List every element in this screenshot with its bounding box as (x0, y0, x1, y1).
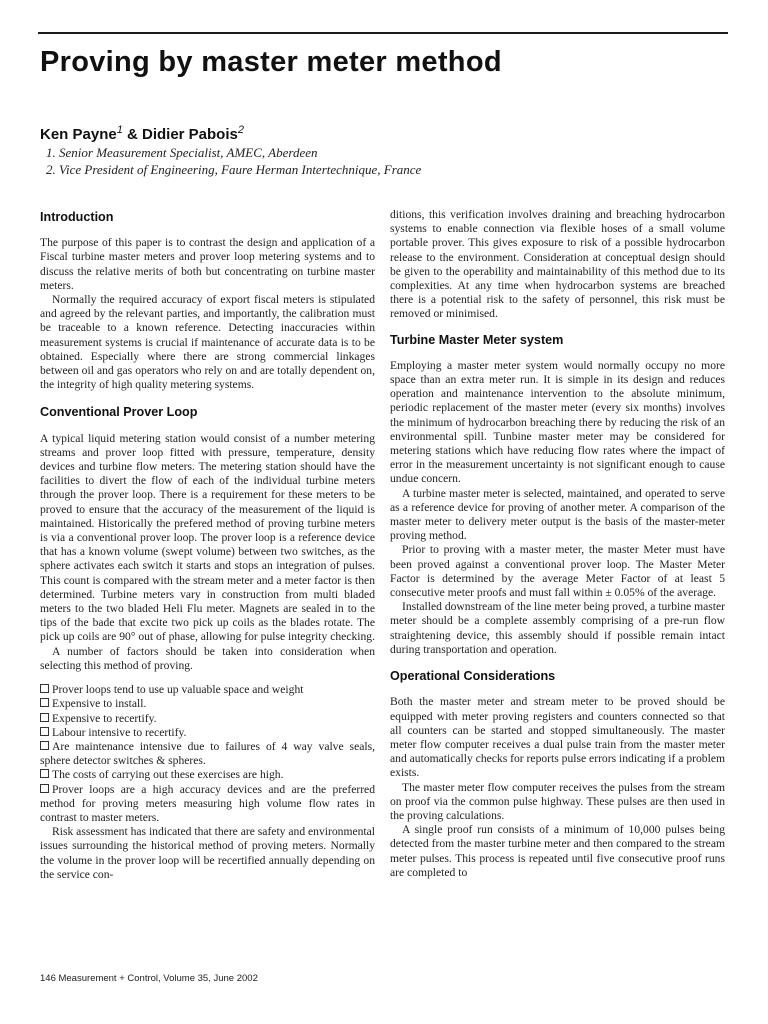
bullet-list (40, 683, 375, 825)
list-item: Are maintenance intensive due to failures of 4 way valve seals, sphere detector switches & spheres. (40, 739, 375, 768)
paragraph: Prior to proving with a master meter, the master Meter must have been proved against a conventional prover loop. The Master Meter Factor is determined by the average Meter Factor of at least 5 consecutive meter proofs and must fall within ± 0.05% of the average. (390, 543, 725, 600)
author-superscript: 1 (116, 124, 123, 136)
page-title: Proving by master meter method (40, 46, 502, 78)
top-rule (38, 32, 728, 34)
list-item: Expensive to install. (40, 697, 375, 711)
list-item: The costs of carrying out these exercises are high. (40, 768, 375, 782)
section-heading: Operational Considerations (390, 669, 556, 684)
section-heading: Introduction (40, 210, 114, 224)
right-column (390, 208, 725, 880)
list-item: Labour intensive to recertify. (40, 726, 375, 740)
checkbox-icon (40, 769, 49, 778)
author-name: Didier Pabois (142, 126, 238, 143)
paragraph: A typical liquid metering station would consist of a number metering streams and prover loop fitted with pressure, temperature, density devices and turbine flow meters. The metering station should have the facilities to divert the flow of each of the individual turbine meters through the prover loop. There is a requirement for these meters to be proved to ensure that the accuracy of the measurement of the liquid is maintained. Historically the prefered method of proving turbine meters is via a conventional prover loop. The prover loop is a reference device that has a known volume (swept volume) between two switches, as the sphere activates each switch it starts and stops an integration of pulses. This count is compared with the stream meter and a meter factor is then determined. Turbine meters vary in construction from multi bladed meters to the two bladed Heli Flu meter. Magnets are sealed in to the tips of the bade that excite two pick up coils as the blades rotate. The pick up coils are 90° out of phase, allowing for pulse integrity checking. (40, 431, 375, 644)
checkbox-icon (40, 727, 49, 736)
author-conjunction: & (122, 126, 142, 143)
paragraph: A turbine master meter is selected, maintained, and operated to serve as a reference device for proving of another meter. A comparison of the master meter to delivery meter output is the basis of the master-meter proving method. (390, 486, 725, 543)
checkbox-icon (40, 713, 49, 722)
paragraph: A number of factors should be taken into consideration when selecting this method of proving. (40, 644, 375, 672)
checkbox-icon (40, 684, 49, 693)
paragraph: Both the master meter and stream meter to be proved should be equipped with meter proving registers and counters connected so that all counters can be started and stopped simultaneously. The master meter flow computer receives a dual pulse train from the master meter and automatically checks for reports pulse errors indicating if a problem exists. (390, 695, 725, 780)
paragraph: Employing a master meter system would normally occupy no more space than an extra meter run. It is simple in its design and reduces operation and maintenance intervention to the absolute minimum, periodic replacement of the master meter (every six months) involves the minimum of hydrocarbon breaching there by reducing the risk of an environmental spill. Tunbine master meter may be considered for metering stations which have reducing flow rates where the impact of error in the measurement uncertainty is not significant enough to cause undue concern. (390, 358, 725, 486)
affiliation: 1. Senior Measurement Specialist, AMEC, Aberdeen (46, 145, 318, 160)
paragraph: ditions, this verification involves draining and breaching hydrocarbon systems to enable connection via flexible hoses of a small volume portable prover. This gives exposure to risk of a possible hydrocarbon release to the environment. Consideration at conceptual design should be given to the operability and maintainability of this method due to its complexities. At any time when hydrocarbon systems are breached there is a potential risk to the safety of personnel, this risk must be removed or minimised. (390, 208, 725, 321)
paragraph: The purpose of this paper is to contrast the design and application of a Fiscal turbine master meters and prover loop metering systems and to discuss the relative merits of both but concentrating on turbine master meters. (40, 236, 375, 292)
author-line (40, 124, 244, 143)
list-item: Prover loops are a high accuracy devices and are the preferred method for proving meters measuring high volume flow rates in contrast to master meters. (40, 782, 375, 824)
author-name: Ken Payne (40, 126, 117, 143)
paragraph: Normally the required accuracy of export fiscal meters is stipulated and agreed by the relevant parties, and importantly, the calibration must be traceable to a known reference. Detecting inaccuracies within measurement systems is crucial if maintenance of accurate data is to be obtained. Especially where there are strong commercial linkages between oil and gas operators who rely on and are totally dependent on, the integrity of high quality metering systems. (40, 293, 375, 392)
page-footer: 146 Measurement + Control, Volume 35, June 2002 (40, 973, 258, 984)
section-heading: Conventional Prover Loop (40, 405, 198, 420)
left-column (40, 210, 375, 882)
paragraph: The master meter flow computer receives the pulses from the stream on proof via the common pulse highway. These pulses are then used in the proving calculations. (390, 780, 725, 822)
paragraph: A single proof run consists of a minimum of 10,000 pulses being detected from the master turbine meter and then compared to the stream meter pulses. This process is repeated until five consecutive proof runs are completed to (390, 823, 725, 879)
affiliation: 2. Vice President of Engineering, Faure Herman Intertechnique, France (46, 162, 422, 177)
section-heading: Turbine Master Meter system (390, 332, 564, 347)
checkbox-icon (40, 741, 49, 750)
checkbox-icon (40, 784, 49, 793)
paragraph: Risk assessment has indicated that there are safety and environmental issues surrounding the historical method of proving meters. Normally the volume in the prover loop will be recertified annually depending on the service con- (40, 825, 375, 881)
list-item: Expensive to recertify. (40, 712, 375, 726)
author-superscript: 2 (237, 124, 244, 136)
list-item: Prover loops tend to use up valuable space and weight (40, 683, 375, 697)
checkbox-icon (40, 698, 49, 707)
paragraph: Installed downstream of the line meter being proved, a turbine master meter should be a complete assembly comprising of a pre-run flow straightening device, this assembly should if possible remain intact during transportation and operation. (390, 600, 725, 656)
